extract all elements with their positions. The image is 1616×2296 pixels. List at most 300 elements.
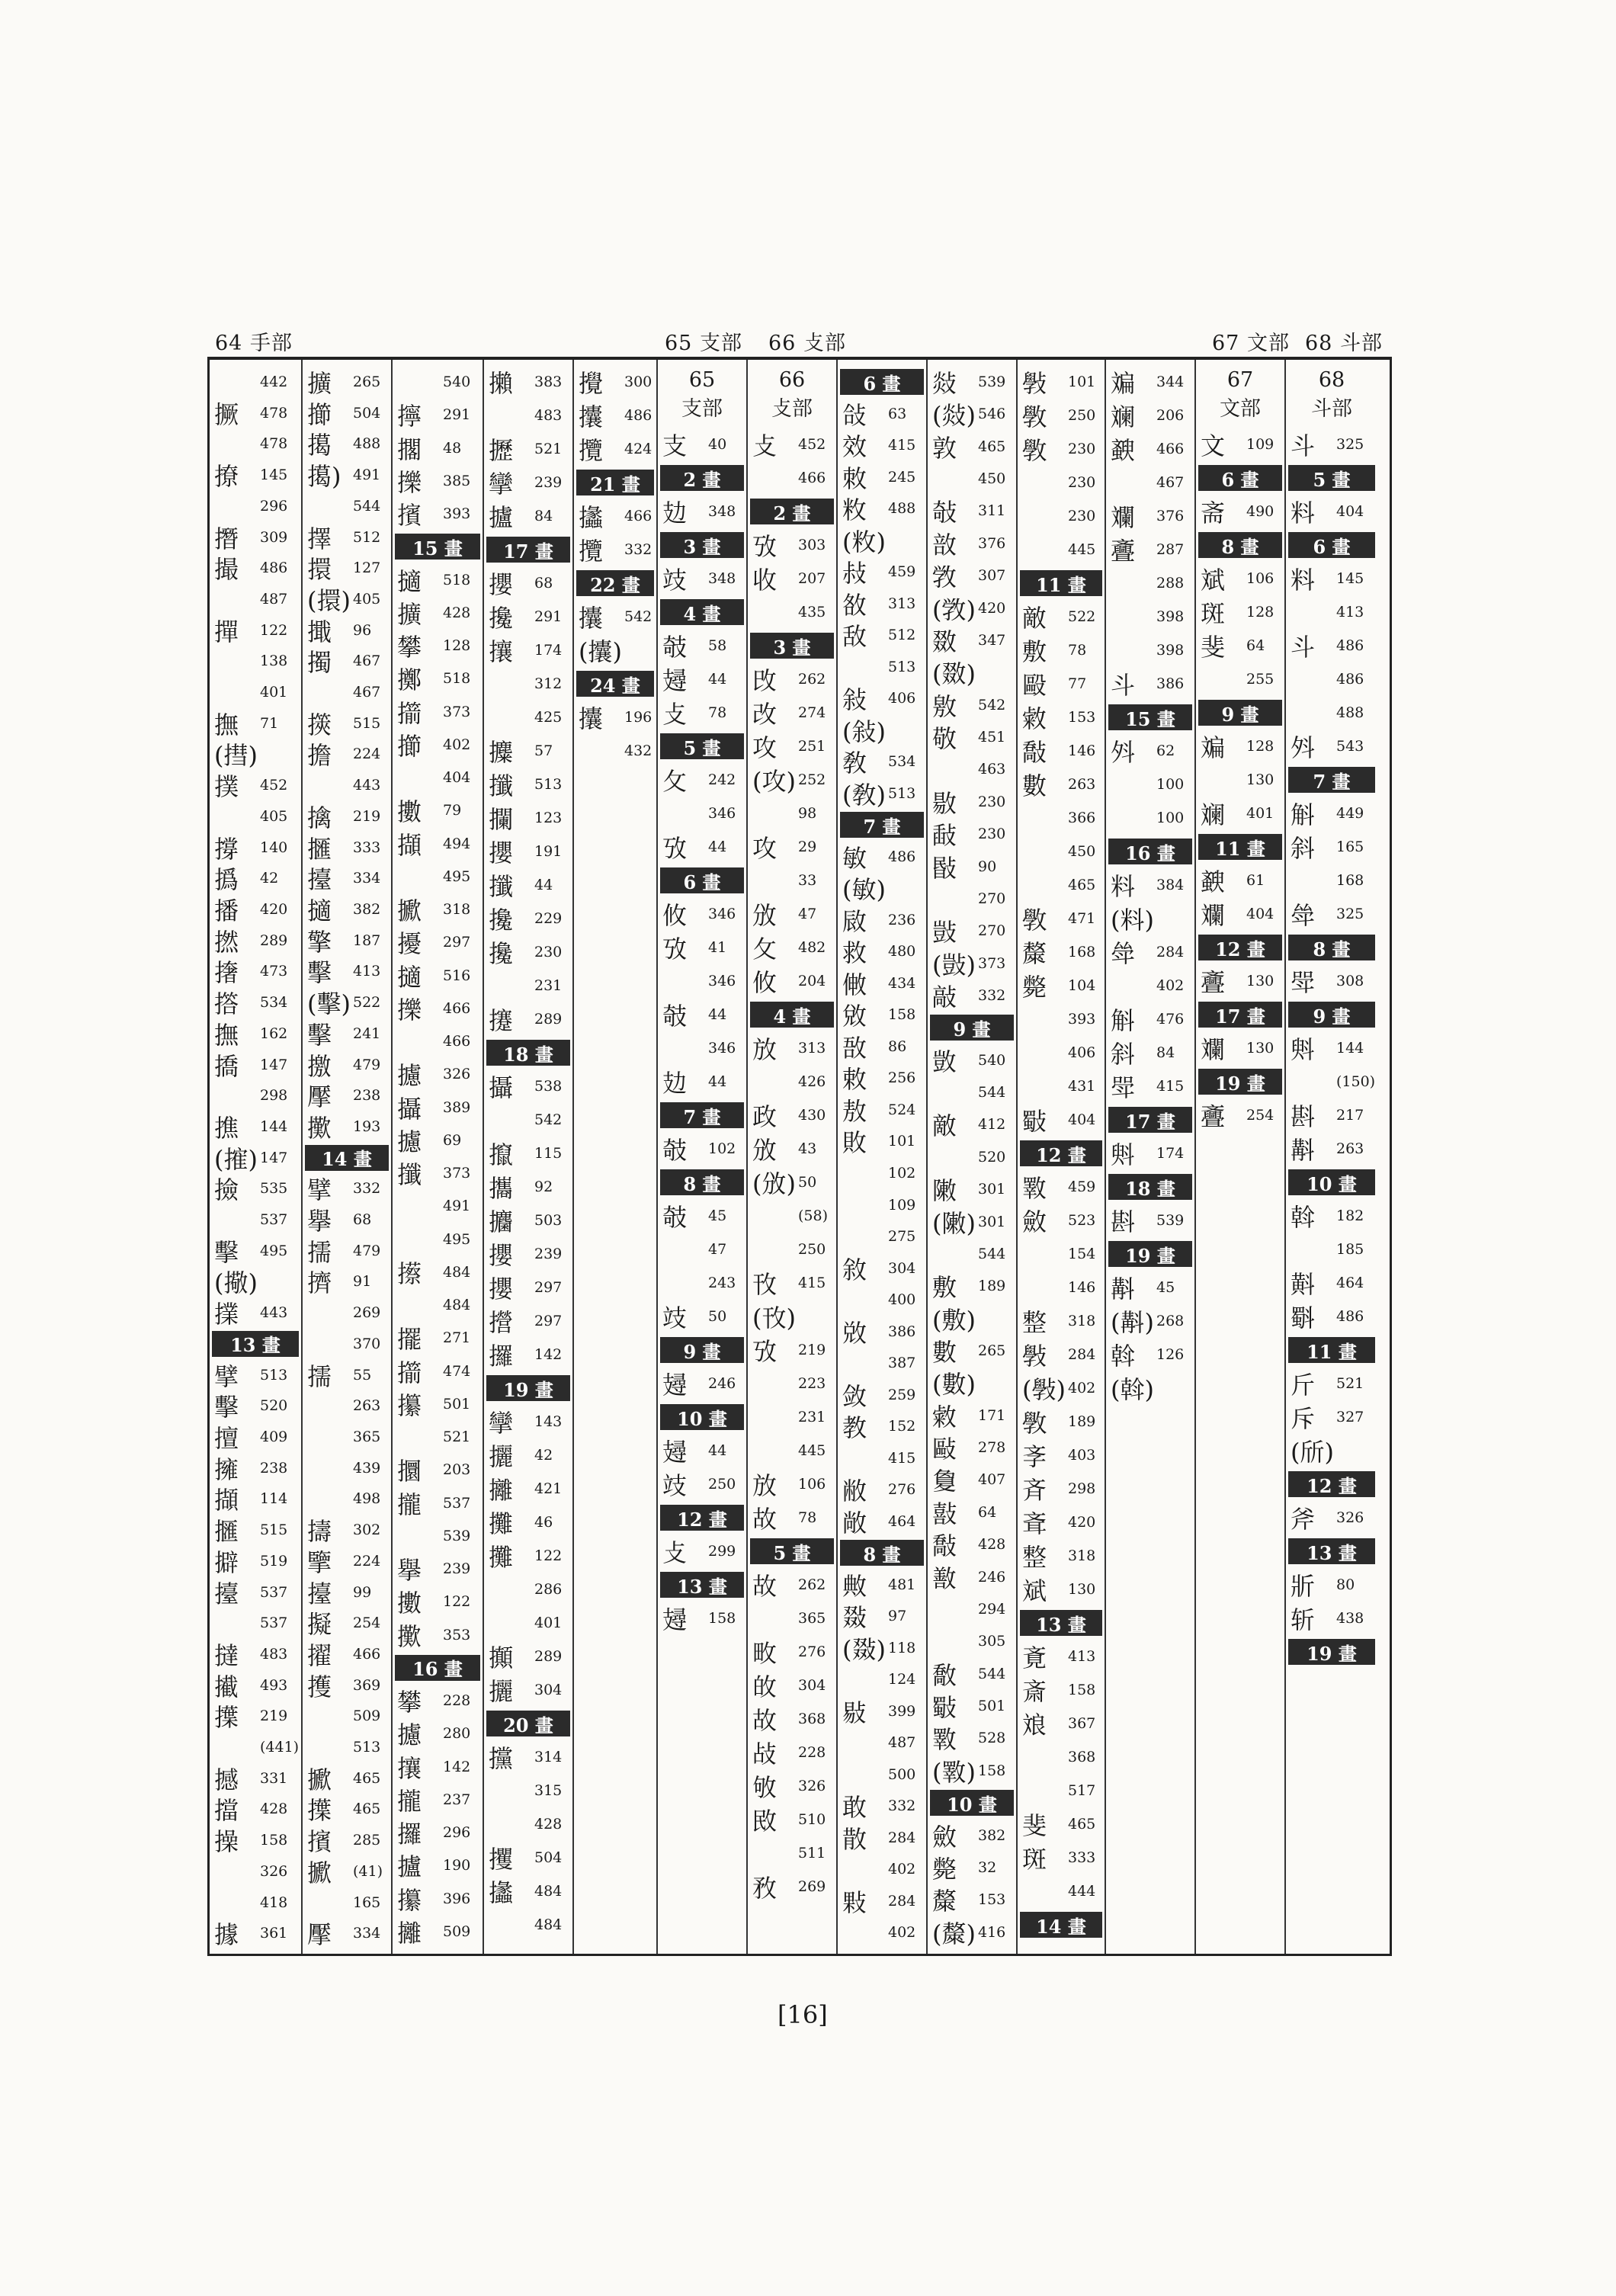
index-entry: [1018, 1204, 1105, 1236]
entry-page: 403: [1068, 1447, 1096, 1464]
entry-character: (料): [1111, 906, 1154, 935]
entry-character: 斨: [1291, 1572, 1316, 1601]
entry-page: 542: [624, 608, 652, 625]
entry-page: 404: [1246, 906, 1275, 922]
index-entry: [1106, 1271, 1194, 1304]
index-entry: [748, 730, 836, 762]
index-entry: [210, 769, 301, 801]
index-entry: [303, 614, 391, 646]
index-entry: [303, 1111, 391, 1143]
entry-page: 146: [1068, 1279, 1096, 1296]
entry-page: 376: [1156, 508, 1185, 524]
index-entry: [838, 492, 926, 524]
index-entry: [748, 1133, 836, 1165]
entry-character: (敱): [932, 950, 976, 980]
index-entry: [210, 1545, 301, 1577]
index-entry: [838, 1220, 926, 1252]
entry-page: 147: [260, 1056, 288, 1073]
entry-character: 救: [842, 938, 867, 968]
index-entry: [928, 851, 1016, 883]
entry-character: 攄: [397, 1127, 422, 1156]
entry-character: 攷: [752, 1337, 778, 1366]
index-entry: [1106, 534, 1194, 566]
entry-character: 斢: [1291, 1270, 1316, 1299]
entry-page: 451: [978, 729, 1006, 746]
entry-page: 246: [978, 1568, 1006, 1586]
entry-character: 擮: [214, 1672, 239, 1701]
index-entry: [1018, 1406, 1105, 1438]
index-entry: [838, 524, 926, 556]
index-entry: [1018, 1506, 1105, 1538]
index-entry: [658, 1435, 746, 1467]
entry-page: 488: [1336, 704, 1364, 721]
header-right2: 68 斗部: [1305, 332, 1383, 355]
entry-character: 斋: [1201, 499, 1226, 528]
index-entry: [484, 936, 572, 968]
entry-page: 484: [534, 1883, 563, 1900]
index-entry: [210, 1638, 301, 1670]
index-entry: [838, 1600, 926, 1632]
entry-character: 斆: [1022, 402, 1047, 431]
index-entry: [748, 1300, 836, 1332]
index-entry: [658, 1133, 746, 1165]
entry-character: (攽): [752, 1169, 796, 1198]
entry-page: 278: [978, 1439, 1006, 1457]
index-entry: [1018, 936, 1105, 968]
entry-page: 332: [353, 1180, 381, 1198]
index-entry: [928, 656, 1016, 688]
entry-character: 敝: [842, 1477, 867, 1506]
entry-page: 41: [708, 939, 727, 956]
index-entry: [303, 986, 391, 1018]
entry-character: 擖: [307, 431, 332, 460]
entry-page: 522: [353, 994, 381, 1012]
index-entry: [303, 428, 391, 460]
index-entry: [484, 1238, 572, 1270]
index-entry: [1018, 1003, 1105, 1035]
index-entry: [1018, 1875, 1105, 1907]
index-entry: [210, 1855, 301, 1887]
entry-character: 敳: [932, 1047, 957, 1076]
entry-page: 147: [260, 1149, 288, 1166]
index-entry: [303, 1607, 391, 1639]
entry-page: 91: [353, 1273, 372, 1291]
entry-character: 撨: [214, 1113, 239, 1143]
entry-character: 敖: [842, 1096, 867, 1126]
entry-page: 449: [1336, 805, 1364, 822]
entry-character: 攕: [489, 872, 514, 901]
entry-page: 122: [260, 621, 288, 639]
index-entry: [1286, 1401, 1377, 1433]
entry-page: 250: [708, 1476, 736, 1493]
entry-character: 敊: [842, 559, 867, 588]
entry-character: 故: [752, 1572, 778, 1601]
entry-page: 353: [443, 1626, 471, 1643]
entry-page: 171: [978, 1406, 1006, 1424]
entry-page: 402: [888, 1924, 916, 1942]
entry-page: 238: [353, 1087, 381, 1105]
entry-character: 擳: [397, 731, 422, 761]
entry-character: 撅: [214, 399, 239, 429]
entry-character: 斩: [1291, 1605, 1316, 1634]
index-entry: [393, 1289, 483, 1321]
index-entry: [838, 1759, 926, 1791]
index-entry: [484, 1339, 572, 1371]
index-entry: [1286, 1099, 1377, 1131]
entry-character: (敎): [842, 780, 886, 810]
index-entry: [1018, 1238, 1105, 1270]
index-entry: [1286, 730, 1377, 762]
page-number: [16]: [778, 2000, 828, 2029]
entry-page: 61: [1246, 872, 1265, 889]
entry-page: 230: [534, 944, 563, 960]
entry-character: 擊: [307, 958, 332, 988]
entry-page: 518: [443, 670, 471, 688]
index-entry: [1018, 1171, 1105, 1203]
entry-page: 515: [353, 714, 381, 732]
index-entry: [484, 1506, 572, 1538]
index-entry: [928, 431, 1016, 463]
index-column-1: [210, 360, 303, 1954]
entry-character: 擴: [307, 369, 332, 398]
entry-character: 擖): [307, 462, 341, 492]
entry-character: 敍: [842, 685, 867, 715]
entry-character: 敫: [932, 691, 957, 721]
entry-page: 464: [1336, 1275, 1364, 1291]
entry-page: 513: [888, 784, 916, 802]
index-entry: [658, 1602, 746, 1634]
entry-page: 415: [798, 1275, 826, 1291]
entry-character: 敷: [932, 1273, 957, 1303]
index-entry: [393, 399, 483, 431]
entry-character: 畋: [752, 1639, 778, 1668]
entry-character: (敏): [842, 875, 886, 905]
entry-character: 攘: [397, 1753, 422, 1783]
entry-page: 404: [1336, 503, 1364, 520]
entry-character: 擶: [397, 698, 422, 728]
stroke-count-header: 5 畫: [1288, 465, 1375, 491]
index-entry: [658, 1066, 746, 1098]
index-entry: [1286, 428, 1377, 460]
index-entry: [210, 1265, 301, 1297]
entry-character: 撲: [214, 772, 239, 802]
entry-character: 擿: [397, 566, 422, 596]
entry-character: 攧: [489, 1643, 514, 1672]
entry-character: 敩: [932, 563, 957, 592]
entry-page: 425: [534, 709, 563, 726]
index-entry: [928, 1496, 1016, 1528]
entry-page: 238: [260, 1459, 288, 1477]
entry-page: 537: [260, 1615, 288, 1632]
entry-page: 401: [260, 684, 288, 701]
index-entry: [303, 832, 391, 864]
index-entry: [748, 697, 836, 729]
index-entry: [210, 955, 301, 987]
entry-page: 191: [534, 843, 563, 860]
index-entry: [1286, 596, 1377, 628]
index-entry: [748, 1368, 836, 1400]
entry-character: 攥: [397, 1885, 422, 1915]
entry-page: 393: [1068, 1011, 1096, 1028]
entry-character: 斖: [1201, 968, 1226, 997]
entry-page: 217: [1336, 1107, 1364, 1124]
index-entry: [1106, 467, 1194, 499]
entry-page: 42: [534, 1447, 553, 1464]
index-entry: [1106, 1070, 1194, 1102]
entry-page: 250: [798, 1241, 826, 1258]
entry-page: 428: [978, 1536, 1006, 1554]
entry-character: 斕: [1111, 503, 1136, 532]
index-entry: [1286, 697, 1377, 729]
index-entry: [1018, 668, 1105, 700]
index-entry: [928, 1722, 1016, 1754]
entry-character: 攵: [662, 767, 688, 796]
entry-character: 擢: [307, 1640, 332, 1670]
index-entry: [1286, 1233, 1377, 1265]
index-entry: [303, 676, 391, 708]
entry-page: 510: [798, 1811, 826, 1828]
index-entry: [210, 800, 301, 832]
entry-character: 斓: [1111, 402, 1136, 431]
stroke-count-header: 6 畫: [1198, 465, 1282, 491]
entry-character: 攣: [489, 1409, 514, 1438]
entry-page: 412: [978, 1116, 1006, 1134]
entry-page: 109: [888, 1196, 916, 1214]
entry-page: 286: [534, 1581, 563, 1598]
entry-page: 255: [1246, 671, 1275, 688]
entry-character: 擛: [307, 1796, 332, 1826]
entry-page: 413: [353, 963, 381, 980]
entry-character: 擪: [307, 1082, 332, 1112]
entry-character: 攰: [662, 1069, 688, 1098]
index-entry: [303, 645, 391, 677]
index-entry: [393, 564, 483, 596]
index-entry: [748, 462, 836, 494]
entry-page: 280: [443, 1725, 471, 1743]
index-column-7: [748, 360, 838, 1954]
entry-page: 250: [1068, 407, 1096, 424]
stroke-count-header: 8 畫: [660, 1169, 744, 1195]
entry-character: 擅: [214, 1424, 239, 1453]
index-entry: [210, 1824, 301, 1856]
index-entry: [748, 1736, 836, 1768]
index-entry: [838, 1125, 926, 1157]
entry-character: (㩁): [214, 1144, 258, 1174]
entry-character: (攻): [752, 767, 796, 796]
index-entry: [210, 1607, 301, 1639]
entry-page: 537: [443, 1494, 471, 1512]
entry-page: 276: [798, 1643, 826, 1660]
index-entry: [1018, 1640, 1105, 1672]
index-entry: [484, 835, 572, 867]
entry-character: 擨: [307, 1765, 332, 1794]
entry-page: 520: [260, 1397, 288, 1415]
entry-page: 64: [1246, 637, 1265, 654]
entry-page: 521: [534, 441, 563, 457]
index-entry: [838, 461, 926, 493]
entry-page: 101: [888, 1133, 916, 1150]
entry-character: 擴: [397, 599, 422, 629]
entry-character: 斚: [1111, 939, 1136, 968]
index-entry: [484, 1909, 572, 1941]
entry-page: 464: [888, 1512, 916, 1530]
stroke-count-header: 19 畫: [486, 1375, 570, 1401]
entry-page: 115: [534, 1145, 563, 1162]
entry-character: 敦: [932, 433, 957, 463]
stroke-count-header: 18 畫: [1108, 1174, 1192, 1200]
entry-character: 擺: [397, 1325, 422, 1355]
entry-character: 撍: [214, 524, 239, 553]
index-entry: [393, 1751, 483, 1783]
index-entry: [210, 1452, 301, 1484]
entry-page: 269: [353, 1304, 381, 1322]
entry-character: 敘: [842, 1255, 867, 1284]
index-entry: [210, 738, 301, 770]
entry-page: 383: [534, 374, 563, 390]
index-entry: [484, 467, 572, 499]
entry-page: 69: [443, 1131, 462, 1149]
index-entry: [210, 1576, 301, 1608]
entry-page: 445: [798, 1442, 826, 1459]
entry-character: 擷: [214, 1486, 239, 1515]
stroke-count-header: 16 畫: [395, 1655, 480, 1681]
index-entry: [484, 735, 572, 767]
index-entry: [1286, 898, 1377, 930]
index-entry: [1106, 768, 1194, 800]
entry-page: 300: [624, 374, 652, 390]
entry-page: 158: [708, 1610, 736, 1627]
entry-page: 318: [1068, 1547, 1096, 1564]
entry-page: 130: [1246, 973, 1275, 989]
index-entry: [658, 1032, 746, 1064]
header-mid2: 66 攴部: [768, 332, 846, 355]
index-entry: [303, 862, 391, 894]
index-entry: [1196, 764, 1284, 796]
entry-character: 斈: [1022, 1442, 1047, 1471]
entry-page: 459: [1068, 1178, 1096, 1195]
index-entry: [393, 1322, 483, 1354]
entry-page: 185: [1336, 1241, 1364, 1258]
header-mid1: 65 支部: [665, 332, 742, 355]
stroke-count-header: 8 畫: [1198, 532, 1282, 558]
index-entry: [1018, 835, 1105, 867]
entry-character: 攳: [662, 1438, 688, 1467]
entry-character: 斛: [1291, 800, 1316, 829]
entry-character: (敶): [932, 1208, 976, 1238]
stroke-count-header: 10 畫: [1288, 1169, 1375, 1195]
index-entry: [658, 764, 746, 796]
entry-page: 488: [888, 500, 916, 518]
entry-character: 斑: [1022, 1845, 1047, 1874]
entry-page: 486: [624, 407, 652, 424]
index-entry: [393, 1256, 483, 1288]
index-entry: [303, 1079, 391, 1111]
entry-page: 303: [798, 537, 826, 553]
entry-character: 斃: [1022, 973, 1047, 1002]
entry-character: 擾: [397, 929, 422, 959]
entry-page: 463: [978, 761, 1006, 778]
entry-character: 撟: [214, 1051, 239, 1081]
index-entry: [1196, 1032, 1284, 1064]
entry-page: 452: [260, 777, 288, 794]
entry-page: 346: [708, 1040, 736, 1057]
index-entry: [393, 1685, 483, 1717]
index-entry: [303, 1265, 391, 1297]
index-entry: [210, 1297, 301, 1329]
index-entry: [303, 1887, 391, 1919]
index-entry: [303, 925, 391, 957]
index-entry: [838, 398, 926, 430]
entry-character: 斅: [1022, 1342, 1047, 1371]
entry-page: 444: [1068, 1883, 1096, 1900]
stroke-count-header: 13 畫: [660, 1572, 744, 1598]
index-entry: [1106, 1137, 1194, 1169]
entry-character: 攄: [397, 1061, 422, 1091]
index-entry: [303, 1452, 391, 1484]
entry-character: 敢: [842, 1793, 867, 1823]
index-entry: [838, 1031, 926, 1063]
index-entry: [838, 746, 926, 778]
index-entry: [748, 428, 836, 460]
entry-page: 513: [888, 658, 916, 675]
index-entry: [1018, 1271, 1105, 1304]
entry-character: 攞: [489, 1342, 514, 1371]
entry-page: (150): [1336, 1073, 1376, 1090]
entry-page: 298: [1068, 1480, 1096, 1497]
entry-page: 84: [534, 508, 553, 524]
entry-page: 78: [708, 704, 727, 721]
entry-page: 542: [978, 696, 1006, 713]
entry-page: 182: [1336, 1207, 1364, 1224]
entry-character: 斕: [1201, 1035, 1226, 1064]
index-entry: [393, 498, 483, 530]
stroke-count-header: 17 畫: [1108, 1107, 1192, 1133]
index-entry: [393, 960, 483, 992]
index-entry: [484, 500, 572, 532]
index-entry: [1286, 630, 1377, 662]
stroke-count-header: 6 畫: [840, 369, 924, 395]
entry-page: 334: [353, 870, 381, 887]
entry-character: 撻: [214, 1640, 239, 1670]
index-entry: [1106, 802, 1194, 834]
index-entry: [1018, 1808, 1105, 1840]
entry-character: 攕: [489, 771, 514, 800]
stroke-count-header: 9 畫: [930, 1015, 1014, 1041]
entry-page: 44: [708, 1442, 727, 1459]
entry-character: 攚: [489, 1308, 514, 1337]
index-entry: [1286, 864, 1377, 896]
entry-page: 140: [260, 839, 288, 856]
index-entry: [838, 651, 926, 683]
index-entry: [1018, 1305, 1105, 1337]
entry-character: 斉: [1022, 1476, 1047, 1505]
entry-character: 料: [1291, 499, 1316, 528]
entry-page: 153: [1068, 709, 1096, 726]
entry-page: 229: [534, 910, 563, 927]
entry-character: 攴: [662, 700, 688, 729]
entry-character: 斚: [1291, 901, 1316, 930]
stroke-count-header: 12 畫: [1020, 1140, 1102, 1166]
index-entry: [928, 398, 1016, 430]
index-entry: [484, 1473, 572, 1505]
entry-character: 擨: [307, 1858, 332, 1887]
entry-character: 撝: [214, 865, 239, 895]
entry-page: 100: [1156, 810, 1185, 826]
entry-page: 77: [1068, 675, 1087, 692]
entry-page: 254: [353, 1615, 381, 1632]
entry-character: 數: [1022, 771, 1047, 800]
index-entry: [484, 1439, 572, 1471]
